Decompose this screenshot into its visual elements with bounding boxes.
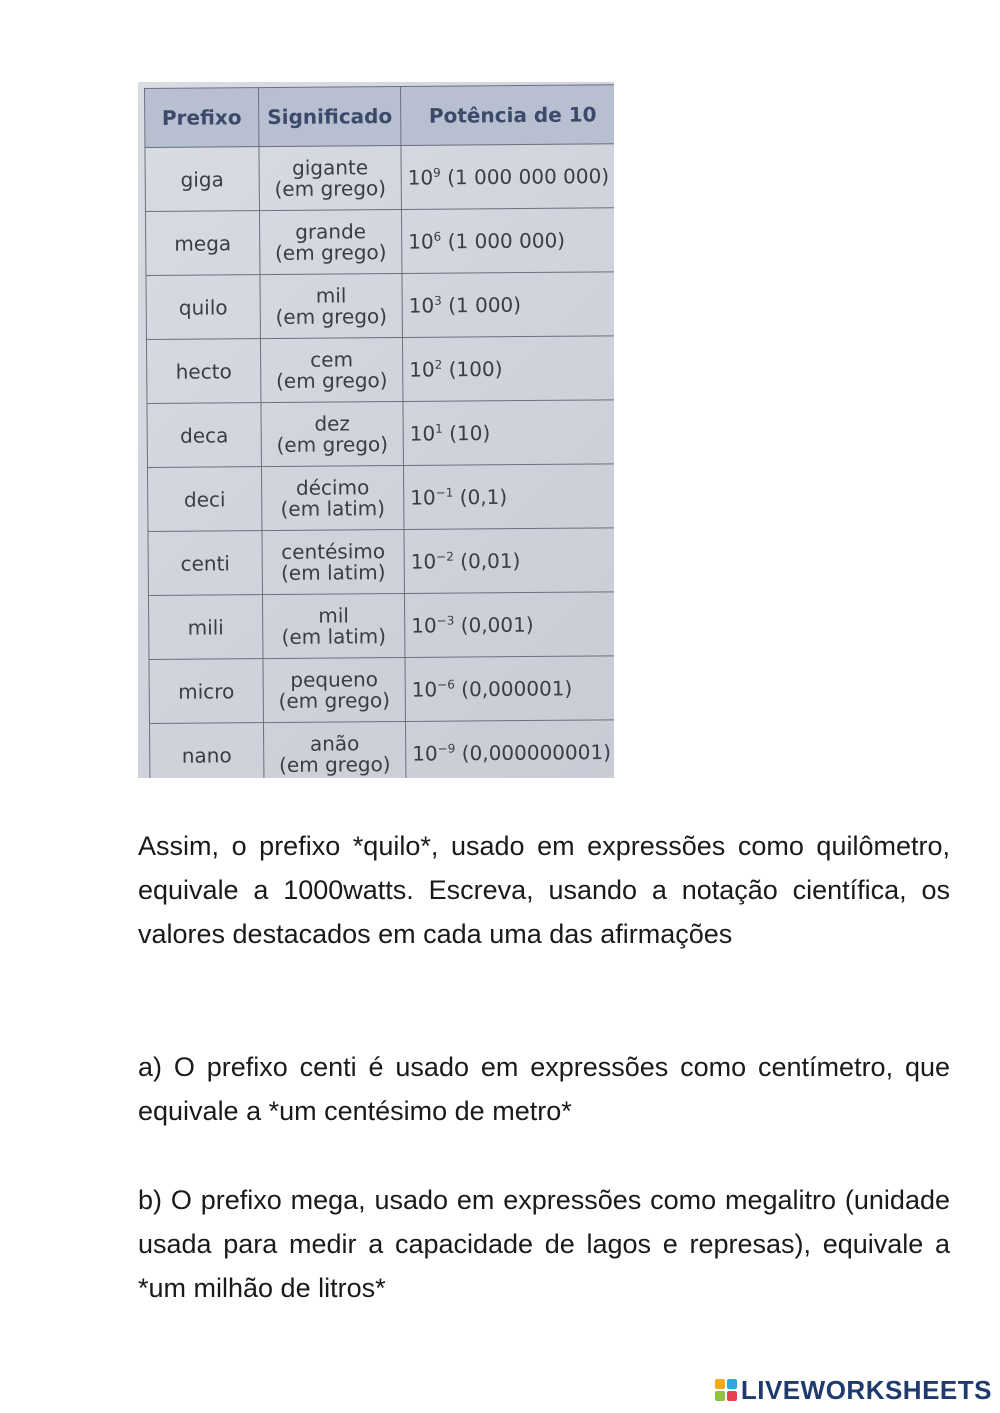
prefix-text: centi: [180, 550, 231, 576]
origin-text: (em latim): [280, 559, 386, 585]
meaning-text: grande: [295, 218, 367, 244]
power-cell: [403, 464, 614, 530]
table-row: [145, 208, 614, 276]
table-row: [146, 272, 614, 340]
prefix-cell: [147, 467, 261, 532]
power-exponent: −2: [436, 549, 454, 564]
question-b: b) O prefixo mega, usado em expressões como megalitro (unidade usada para medir a capacidade de lagos e represas), equivale a *um milhão de litros*: [138, 1185, 950, 1303]
meaning-text: décimo: [295, 474, 370, 500]
power-value: (1 000): [448, 292, 522, 318]
meaning-cell: [260, 273, 402, 338]
prefix-cell: [145, 147, 259, 212]
origin-text: (em latim): [280, 495, 386, 521]
origin-text: (em grego): [274, 175, 387, 201]
table-row: [148, 528, 614, 596]
power-base: 10: [411, 613, 437, 638]
power-base: 10: [408, 229, 434, 254]
table-row: [148, 592, 614, 660]
table-body: [145, 144, 614, 778]
power-exponent: −1: [435, 485, 454, 500]
logo-square-2: [727, 1379, 737, 1389]
power-exponent: 2: [434, 357, 443, 372]
prefix-table: [144, 84, 614, 778]
table-header-row: [145, 85, 614, 148]
meaning-cell: [260, 337, 402, 402]
power-exponent: −9: [437, 741, 456, 756]
prefix-text: mili: [187, 614, 224, 640]
prefix-cell: [147, 403, 261, 468]
power-cell: [403, 400, 614, 466]
power-exponent: 6: [433, 229, 442, 244]
prefix-text: deca: [179, 422, 229, 448]
origin-text: (em grego): [274, 239, 387, 265]
power-cell: [405, 656, 614, 722]
power-exponent: −6: [437, 677, 455, 692]
prefix-cell: [148, 531, 262, 596]
liveworksheets-logo: [715, 1375, 992, 1405]
power-cell: [402, 336, 614, 402]
prefix-cell: [149, 659, 263, 724]
power-cell: [404, 592, 614, 658]
origin-text: (em grego): [276, 431, 389, 457]
meaning-text: mil: [315, 282, 347, 308]
power-cell: [404, 528, 614, 594]
prefix-text: quilo: [178, 294, 228, 320]
meaning-text: dez: [314, 410, 350, 436]
power-base: 10: [408, 293, 435, 318]
origin-text: (em grego): [278, 687, 391, 713]
table-row: [147, 400, 614, 468]
power-cell: [401, 144, 614, 210]
meaning-cell: [259, 209, 401, 274]
origin-text: (em latim): [281, 623, 387, 649]
meaning-text: pequeno: [290, 666, 379, 692]
power-value: (0,000000001): [461, 740, 612, 766]
prefix-table-photo: [138, 82, 614, 778]
prefix-cell: [146, 275, 260, 340]
power-cell: [405, 720, 614, 778]
logo-square-3: [715, 1391, 725, 1401]
meaning-text: gigante: [292, 154, 369, 180]
prefix-cell: [148, 595, 262, 660]
prefix-text: nano: [181, 742, 232, 768]
prefix-text: mega: [174, 230, 232, 256]
power-base: 10: [407, 165, 434, 190]
power-value: (0,01): [460, 548, 521, 574]
meaning-cell: [259, 145, 401, 210]
power-base: 10: [409, 357, 435, 382]
power-exponent: 9: [433, 165, 441, 180]
power-value: (0,000001): [461, 676, 573, 702]
intro-paragraph: Assim, o prefixo *quilo*, usado em expressões como quilômetro, equivale a 1000watts. Escreva, usando a notação científica, os valores destacados em cada uma das afirmações: [138, 831, 950, 949]
logo-text: LIVEWORKSHEETS: [740, 1374, 992, 1405]
power-value: (0,001): [460, 612, 534, 638]
table-row: [149, 656, 614, 724]
meaning-cell: [262, 593, 404, 658]
meaning-text: mil: [318, 602, 350, 628]
power-value: (1 000 000): [447, 228, 566, 254]
table-row: [146, 336, 614, 404]
logo-square-1: [715, 1379, 725, 1389]
table-row: [147, 464, 614, 532]
meaning-text: centésimo: [281, 538, 386, 564]
prefix-text: deci: [183, 486, 226, 512]
origin-text: (em grego): [278, 751, 391, 777]
meaning-cell: [263, 657, 405, 722]
meaning-text: cem: [310, 346, 354, 372]
power-base: 10: [412, 741, 438, 766]
logo-square-4: [727, 1391, 737, 1401]
prefix-cell: [146, 339, 260, 404]
power-value: (1 000 000 000): [447, 164, 610, 190]
meaning-cell: [263, 721, 405, 778]
meaning-text: anão: [309, 730, 360, 756]
origin-text: (em grego): [275, 303, 388, 329]
question-a: a) O prefixo centi é usado em expressões como centímetro, que equivale a *um centésimo de metro*: [138, 1052, 950, 1126]
power-cell: [401, 208, 614, 274]
header-meaning: Significado: [259, 86, 401, 146]
prefix-cell: [145, 211, 259, 276]
table-row: [145, 144, 614, 212]
header-prefix: Prefixo: [145, 88, 259, 148]
logo-grid-icon: [715, 1379, 737, 1401]
power-cell: [402, 272, 614, 338]
power-exponent: 3: [434, 293, 442, 308]
power-base: 10: [410, 549, 437, 574]
table-row: [149, 720, 614, 778]
power-value: (0,1): [459, 484, 508, 510]
prefix-text: hecto: [175, 358, 232, 384]
power-base: 10: [410, 485, 436, 510]
power-exponent: −3: [436, 613, 455, 628]
prefix-text: giga: [180, 166, 224, 192]
origin-text: (em grego): [275, 367, 388, 393]
power-base: 10: [411, 677, 438, 702]
power-base: 10: [409, 421, 436, 446]
prefix-text: micro: [178, 678, 235, 704]
power-exponent: 1: [435, 421, 443, 436]
header-power: Potência de 10: [400, 85, 614, 146]
prefix-cell: [149, 723, 263, 778]
meaning-cell: [261, 401, 403, 466]
meaning-cell: [261, 465, 403, 530]
power-value: (10): [449, 421, 491, 446]
power-value: (100): [448, 357, 503, 382]
meaning-cell: [262, 529, 404, 594]
